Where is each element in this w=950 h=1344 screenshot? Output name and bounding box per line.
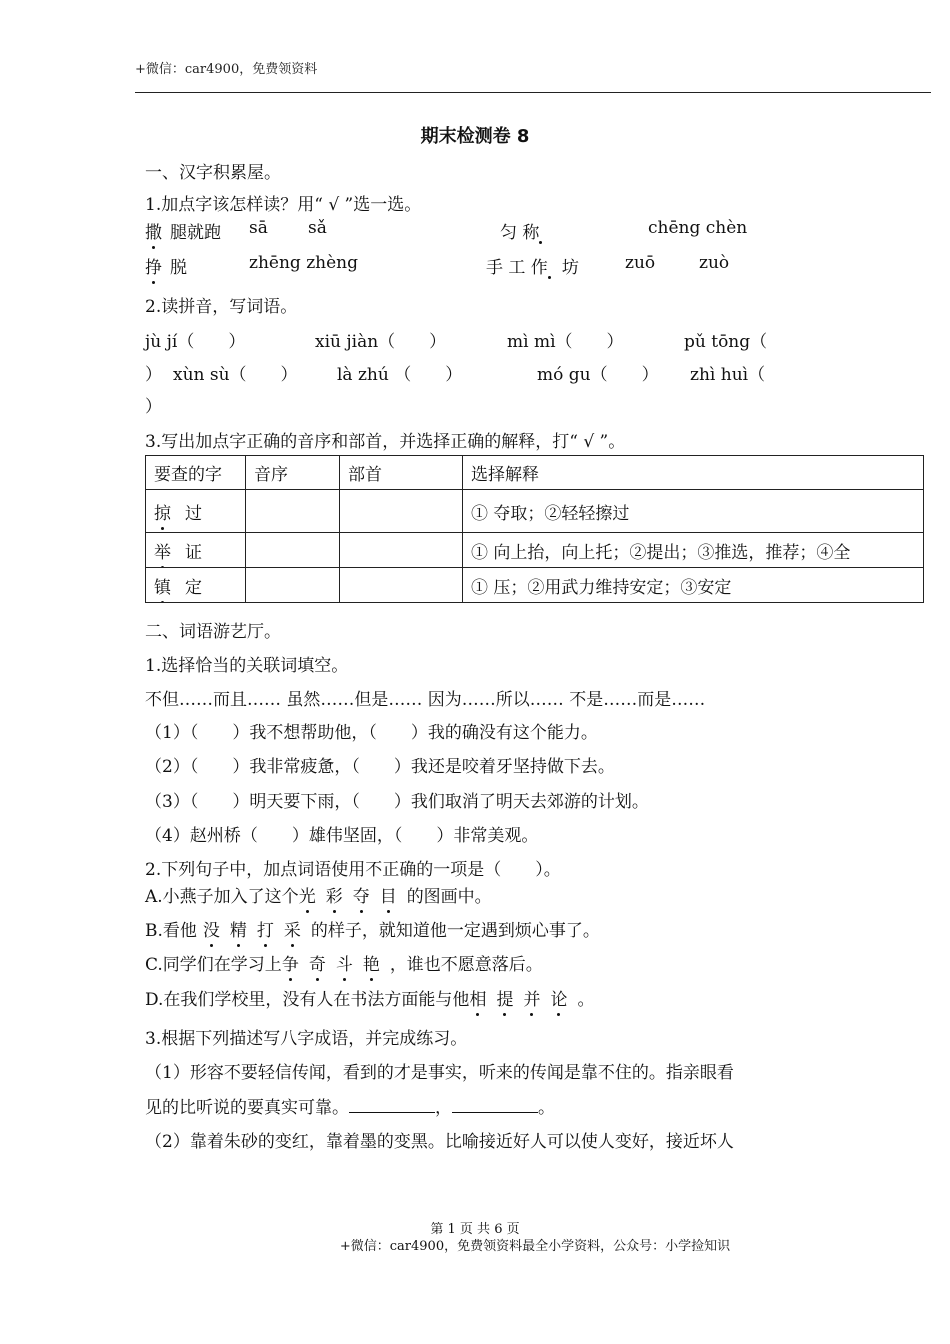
dotted-char: 打 [257,916,274,941]
word-rest: 腿就跑 [170,223,221,243]
pinyin-item: xiū jiàn（ ） [315,332,447,352]
pinyin-option[interactable]: chēng chèn [648,218,748,238]
q1-row2-word-b [486,253,579,278]
page-title: 期末检测卷 8 [420,126,530,147]
pinyin-item: ） [145,397,162,417]
fill-item: （4）赵州桥（ ）雄伟坚固，（ ）非常美观。 [145,826,539,846]
q1-row1-word-a [145,218,221,243]
footer-contact: +微信：car4900，免费领资料最全小学资料，公众号：小学捡知识 [339,1239,731,1254]
dotted-char: 采 [284,916,301,941]
text: 见的比听说的要真实可靠。 [145,1098,349,1118]
option-b[interactable] [145,916,600,941]
char-cell [146,490,246,533]
table-header: 要查的字 [146,456,246,490]
pinyin-option[interactable]: zuō [625,253,656,273]
s2-q3-prompt: 3.根据下列描述写八字成语，并完成练习。 [145,1029,468,1049]
fill-item: （3）（ ）明天要下雨，（ ）我们取消了明天去郊游的计划。 [145,792,649,812]
option-text: A.小燕子加入了这个 [145,887,299,907]
text: ， [435,1098,452,1118]
dotted-char: 挣 [145,253,162,278]
table-row [146,533,924,568]
pinyin-option[interactable]: sǎ [308,218,327,238]
s2-q2-prompt: 2.下列句子中，加点词语使用不正确的一项是（ ）。 [145,860,561,880]
section1-heading: 一、汉字积累屋。 [145,163,281,183]
char-cell [146,533,246,568]
q3-item2-line1: （2）靠着朱砂的变红，靠着墨的变黑。比喻接近好人可以使人变好，接近坏人 [145,1132,734,1152]
q1-prompt: 1.加点字该怎样读？用“ √ ”选一选。 [145,195,422,215]
s2-q1-prompt: 1.选择恰当的关联词填空。 [145,656,349,676]
section2-heading: 二、词语游艺厅。 [145,622,281,642]
pinyin-item: zhì huì（ [690,365,766,385]
table-header: 选择解释 [463,456,924,490]
page-header: +微信：car4900，免费领资料 [135,62,318,77]
dotted-char: 掠 [154,499,171,524]
pinyin-item: xùn sù（ ） [173,365,298,385]
char-rest: 证 [185,542,202,563]
dotted-char: 奇 [309,950,326,975]
dotted-char: 斗 [336,950,353,975]
dotted-char: 提 [496,985,513,1010]
option-d[interactable] [145,985,594,1010]
pinyin-option[interactable]: zhēng zhèng [249,253,358,273]
dotted-char: 彩 [326,882,343,907]
table-header: 部首 [340,456,463,490]
fill-item: （2）（ ）我非常疲惫，（ ）我还是咬着牙坚持做下去。 [145,757,615,777]
pinyin-item: pǔ tōng（ [684,332,768,352]
dotted-char: 夺 [353,882,370,907]
dotted-char: 争 [282,950,299,975]
option-text: C.同学们在学习上 [145,955,282,975]
explain-cell: ① 向上抬，向上托；②提出；③推选，推荐；④全 [463,533,924,568]
pinyin-item: mó gu（ ） [537,365,659,385]
option-text: D.在我们学校里，没有人在书法方面能与他 [145,990,470,1010]
text: 。 [538,1098,555,1118]
pinyin-item: là zhú （ ） [337,365,463,385]
char-rest: 定 [185,577,202,598]
word-text: 手 工 作 [486,258,548,278]
dotted-char: 论 [550,985,567,1010]
lookup-table [145,455,924,603]
pinyin-option[interactable]: zuò [699,253,730,273]
page-number: 第 1 页 共 6 页 [430,1222,520,1237]
bushou-cell[interactable] [340,533,463,568]
dotted-char: 目 [380,882,397,907]
pinyin-item: jù jí（ ） [145,332,246,352]
conjunction-options: 不但……而且…… 虽然……但是…… 因为……所以…… 不是……而是…… [145,690,706,710]
pinyin-item: ） [145,365,162,385]
table-header-row [146,456,924,490]
dotted-char: 撒 [145,218,162,243]
table-row [146,568,924,603]
dotted-char: 精 [230,916,247,941]
pinyin-option[interactable]: sā [249,218,268,238]
option-text: ，谁也不愿意落后。 [389,955,543,975]
char-rest: 过 [185,503,202,524]
word-text: 坊 [561,258,579,278]
header-rule [135,92,931,93]
pinyin-item: mì mì（ ） [507,332,624,352]
dotted-char: 没 [203,916,220,941]
q2-prompt: 2.读拼音，写词语。 [145,297,298,317]
option-text: 的样子，就知道他一定遇到烦心事了。 [310,921,600,941]
q3-item1-line2 [145,1093,555,1118]
option-c[interactable] [145,950,543,975]
table-header: 音序 [246,456,340,490]
char-cell [146,568,246,603]
word-text: 匀 称 [500,223,540,243]
explain-cell: ① 夺取；②轻轻擦过 [463,490,924,533]
answer-blank[interactable] [452,1098,538,1113]
q3-prompt: 3.写出加点字正确的音序和部首，并选择正确的解释，打“ √ ”。 [145,432,626,452]
yinxu-cell[interactable] [246,568,340,603]
option-a[interactable] [145,882,492,907]
answer-blank[interactable] [349,1098,435,1113]
yinxu-cell[interactable] [246,533,340,568]
dotted-char: 相 [469,985,486,1010]
table-row [146,490,924,533]
q1-row1-word-b [500,218,541,243]
dotted-char: 举 [154,538,171,563]
dotted-char: 光 [299,882,316,907]
q3-item1-line1: （1）形容不要轻信传闻，看到的才是事实，听来的传闻是靠不住的。指亲眼看 [145,1063,734,1083]
word-rest: 脱 [170,258,187,278]
bushou-cell[interactable] [340,568,463,603]
yinxu-cell[interactable] [246,490,340,533]
option-text: 的图画中。 [406,887,492,907]
option-text: B.看他 [145,921,197,941]
q1-row2-word-a [145,253,187,278]
bushou-cell[interactable] [340,490,463,533]
dotted-char: 艳 [363,950,380,975]
dotted-char: 并 [523,985,540,1010]
explain-cell: ① 压；②用武力维持安定；③安定 [463,568,924,603]
fill-item: （1）（ ）我不想帮助他，（ ）我的确没有这个能力。 [145,723,598,743]
dotted-char: 镇 [154,573,171,598]
option-text: 。 [577,990,595,1010]
